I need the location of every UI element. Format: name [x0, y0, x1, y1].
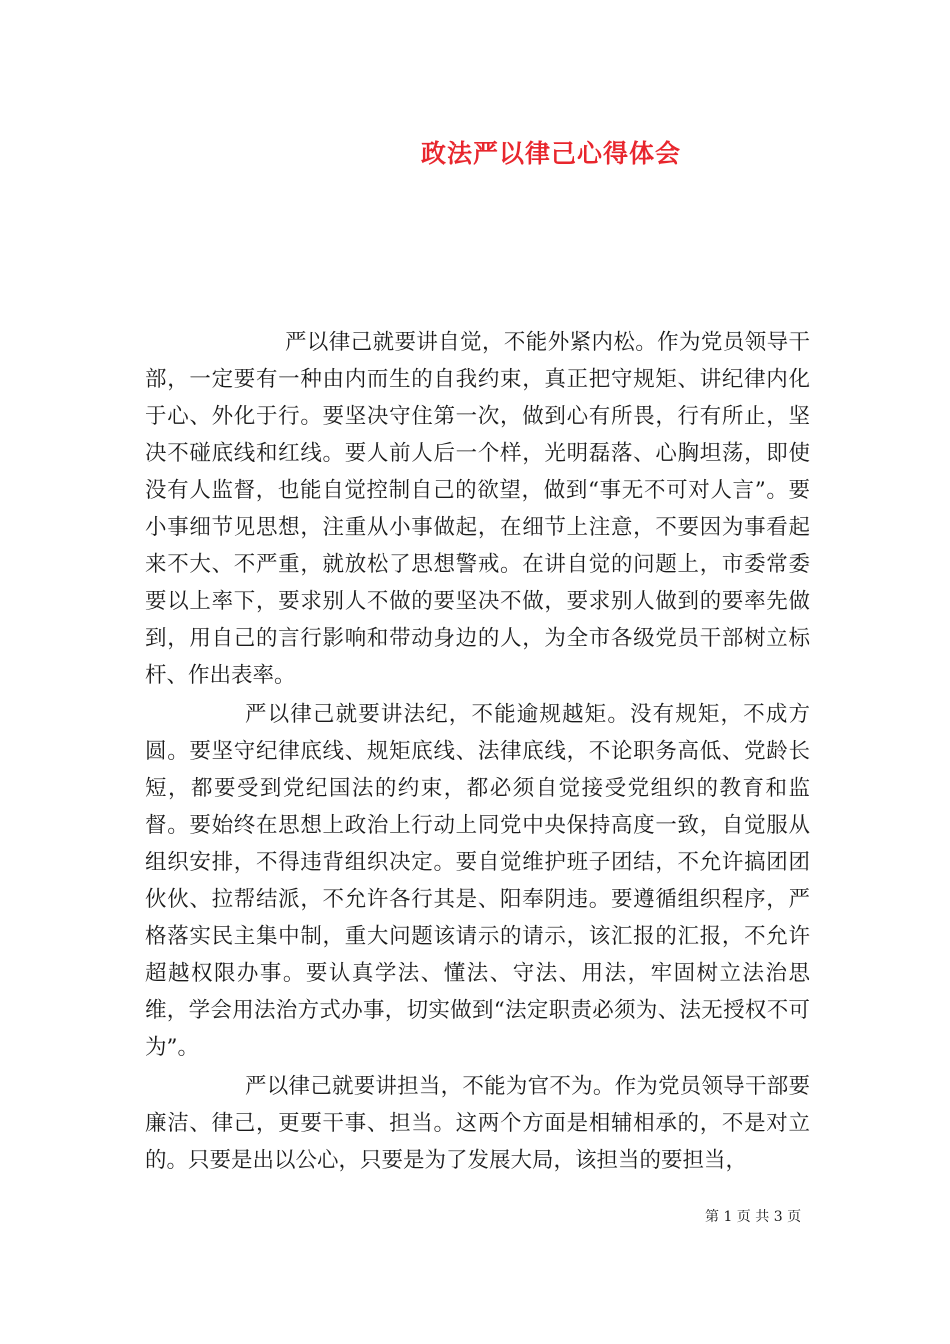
document-title: 政法严以律己心得体会 — [420, 139, 681, 168]
paragraph: 严以律己就要讲自觉，不能外紧内松。作为党员领导干部，一定要有一种由内而生的自我约束，真正把守规矩、讲纪律内化于心、外化于行。要坚决守住第一次，做到心有所畏，行有所止，坚决不碰底线和红线。要人前人后一个样，光明磊落、心胸坦荡，即使没有人监督，也能自觉控制自己的欲望，做到“事无不可对人言”。要小事细节见思想，注重从小事做起，在细节上注意，不要因为事看起来不大、不严重，就放松了思想警戒。在讲自觉的问题上，市委常委要以上率下，要求别人不做的要坚决不做，要求别人做到的要率先做到，用自己的言行影响和带动身边的人，为全市各级党员干部树立标杆、作出表率。 — [145, 330, 810, 688]
page-number: 第 1 页 共 3 页 — [705, 1209, 802, 1225]
paragraph: 严以律己就要讲法纪，不能逾规越矩。没有规矩，不成方圆。要坚守纪律底线、规矩底线、法律底线，不论职务高低、党龄长短，都要受到党纪国法的约束，都必须自觉接受党组织的教育和监督。要始终在思想上政治上行动上同党中央保持高度一致，自觉服从组织安排，不得违背组织决定。要自觉维护班子团结，不允许搞团团伙伙、拉帮结派，不允许各行其是、阳奉阴违。要遵循组织程序，严格落实民主集中制，重大问题该请示的请示，该汇报的汇报，不允许超越权限办事。要认真学法、懂法、守法、用法，牢固树立法治思维，学会用法治方式办事，切实做到“法定职责必须为、法无授权不可为”。 — [145, 702, 810, 1060]
paragraph: 严以律己就要讲担当，不能为官不为。作为党员领导干部要廉洁、律己，更要干事、担当。这两个方面是相辅相承的，不是对立的。只要是出以公心，只要是为了发展大局，该担当的要担当， — [145, 1074, 810, 1173]
document-body — [145, 324, 810, 1181]
